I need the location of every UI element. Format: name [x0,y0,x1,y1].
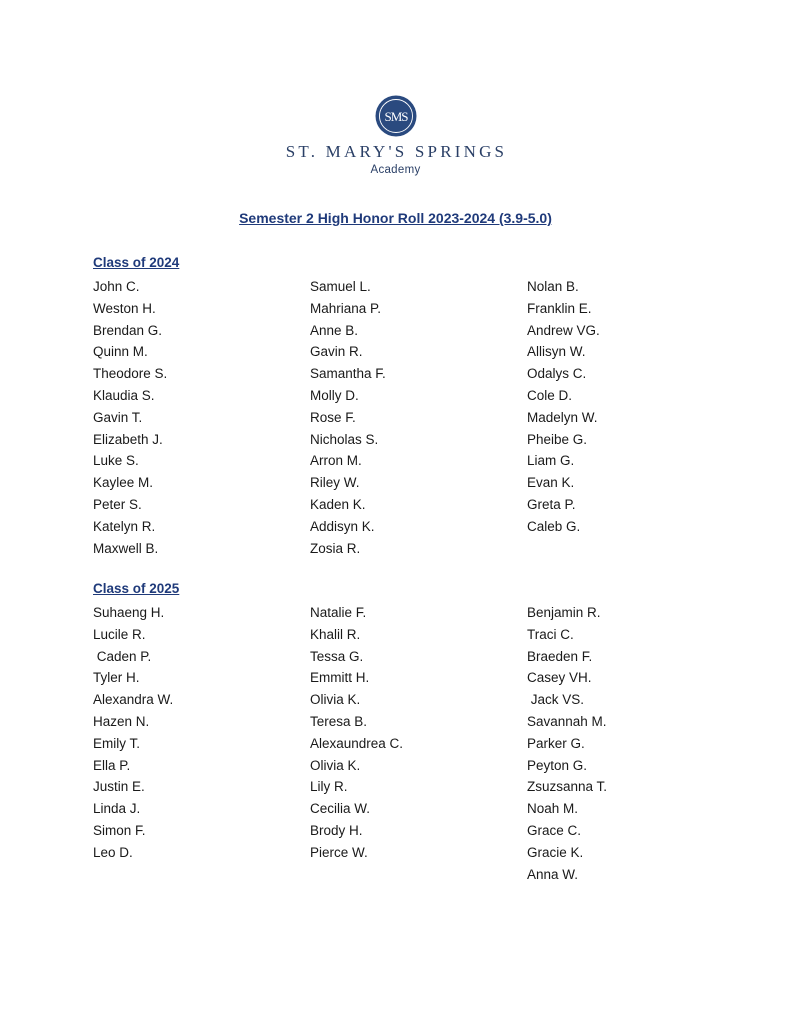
class-heading: Class of 2024 [93,255,180,270]
student-name: Caden P. [93,648,152,664]
name-column-1 [93,276,167,559]
student-name: Brody H. [310,822,363,838]
student-name: Brendan G. [93,322,163,338]
student-name: Weston H. [93,300,156,316]
student-name: Gracie K. [527,844,584,860]
student-name: Riley W. [310,475,360,491]
student-name: Anne B. [310,322,359,338]
student-name: John C. [93,279,140,294]
school-subtitle: Academy [370,164,421,176]
student-name: Zsuzsanna T. [527,779,608,795]
student-name: Nicholas S. [310,431,379,447]
student-name: Ella P. [93,757,131,773]
student-name: Suhaeng H. [93,605,165,620]
student-name: Theodore S. [93,366,168,382]
student-name: Kaylee M. [93,475,154,491]
student-name: Olivia K. [310,692,361,708]
student-name: Gavin T. [93,409,143,425]
name-column-3 [527,602,607,885]
student-name: Natalie F. [310,605,367,620]
student-name: Andrew VG. [527,322,600,338]
student-name: Katelyn R. [93,518,156,534]
student-name: Grace C. [527,822,582,838]
student-name: Tessa G. [310,648,364,664]
student-name: Justin E. [93,779,145,795]
student-name: Luke S. [93,453,139,469]
class-heading: Class of 2025 [93,581,180,596]
student-name: Casey VH. [527,670,592,686]
student-name: Parker G. [527,735,585,751]
student-name: Jack VS. [527,692,585,708]
school-name: ST. MARY'S SPRINGS [285,142,508,161]
school-logo [375,95,417,137]
name-column-1 [93,602,173,864]
student-name: Anna W. [527,866,579,882]
student-name: Emily T. [93,735,141,751]
student-name: Arron M. [310,453,362,469]
student-name: Nolan B. [527,279,579,294]
student-name: Samuel L. [310,279,371,294]
student-name: Greta P. [527,496,576,512]
student-name: Franklin E. [527,300,592,316]
student-name: Peyton G. [527,757,588,773]
student-name: Madelyn W. [527,409,598,425]
student-name: Peter S. [93,496,142,512]
student-name: Odalys C. [527,366,587,382]
student-name: Allisyn W. [527,344,586,360]
student-name: Braeden F. [527,648,593,664]
student-name: Liam G. [527,453,575,469]
student-name: Lucile R. [93,626,146,642]
student-name: Mahriana P. [310,300,382,316]
student-name: Addisyn K. [310,518,375,534]
student-name: Evan K. [527,475,575,491]
name-column-2 [310,602,403,864]
student-name: Alexaundrea C. [310,735,404,751]
student-name: Linda J. [93,801,141,817]
student-name: Pierce W. [310,844,368,860]
logo-monogram: SMS [384,109,408,124]
student-name: Tyler H. [93,670,140,686]
student-name: Caleb G. [527,518,581,534]
student-name: Molly D. [310,387,359,403]
student-name: Elizabeth J. [93,431,163,447]
student-name: Lily R. [310,779,348,795]
student-name: Benjamin R. [527,605,601,620]
student-name: Simon F. [93,822,146,838]
name-column-3 [527,276,600,538]
student-name: Khalil R. [310,626,361,642]
name-column-2 [310,276,386,559]
student-name: Emmitt H. [310,670,370,686]
student-name: Cecilia W. [310,801,371,817]
student-name: Traci C. [527,626,574,642]
student-name: Teresa B. [310,713,368,729]
student-name: Klaudia S. [93,387,155,403]
student-name: Samantha F. [310,366,386,382]
page-title: Semester 2 High Honor Roll 2023-2024 (3.9-5.0) [239,210,552,226]
student-name: Savannah M. [527,713,607,729]
student-name: Kaden K. [310,496,366,512]
student-name: Noah M. [527,801,579,817]
student-name: Gavin R. [310,344,363,360]
student-name: Rose F. [310,409,356,425]
student-name: Alexandra W. [93,692,174,708]
student-name: Olivia K. [310,757,361,773]
student-name: Maxwell B. [93,540,159,556]
student-name: Zosia R. [310,540,361,556]
student-name: Quinn M. [93,344,148,360]
student-name: Hazen N. [93,713,150,729]
student-name: Leo D. [93,844,133,860]
student-name: Pheibe G. [527,431,588,447]
student-name: Cole D. [527,387,573,403]
